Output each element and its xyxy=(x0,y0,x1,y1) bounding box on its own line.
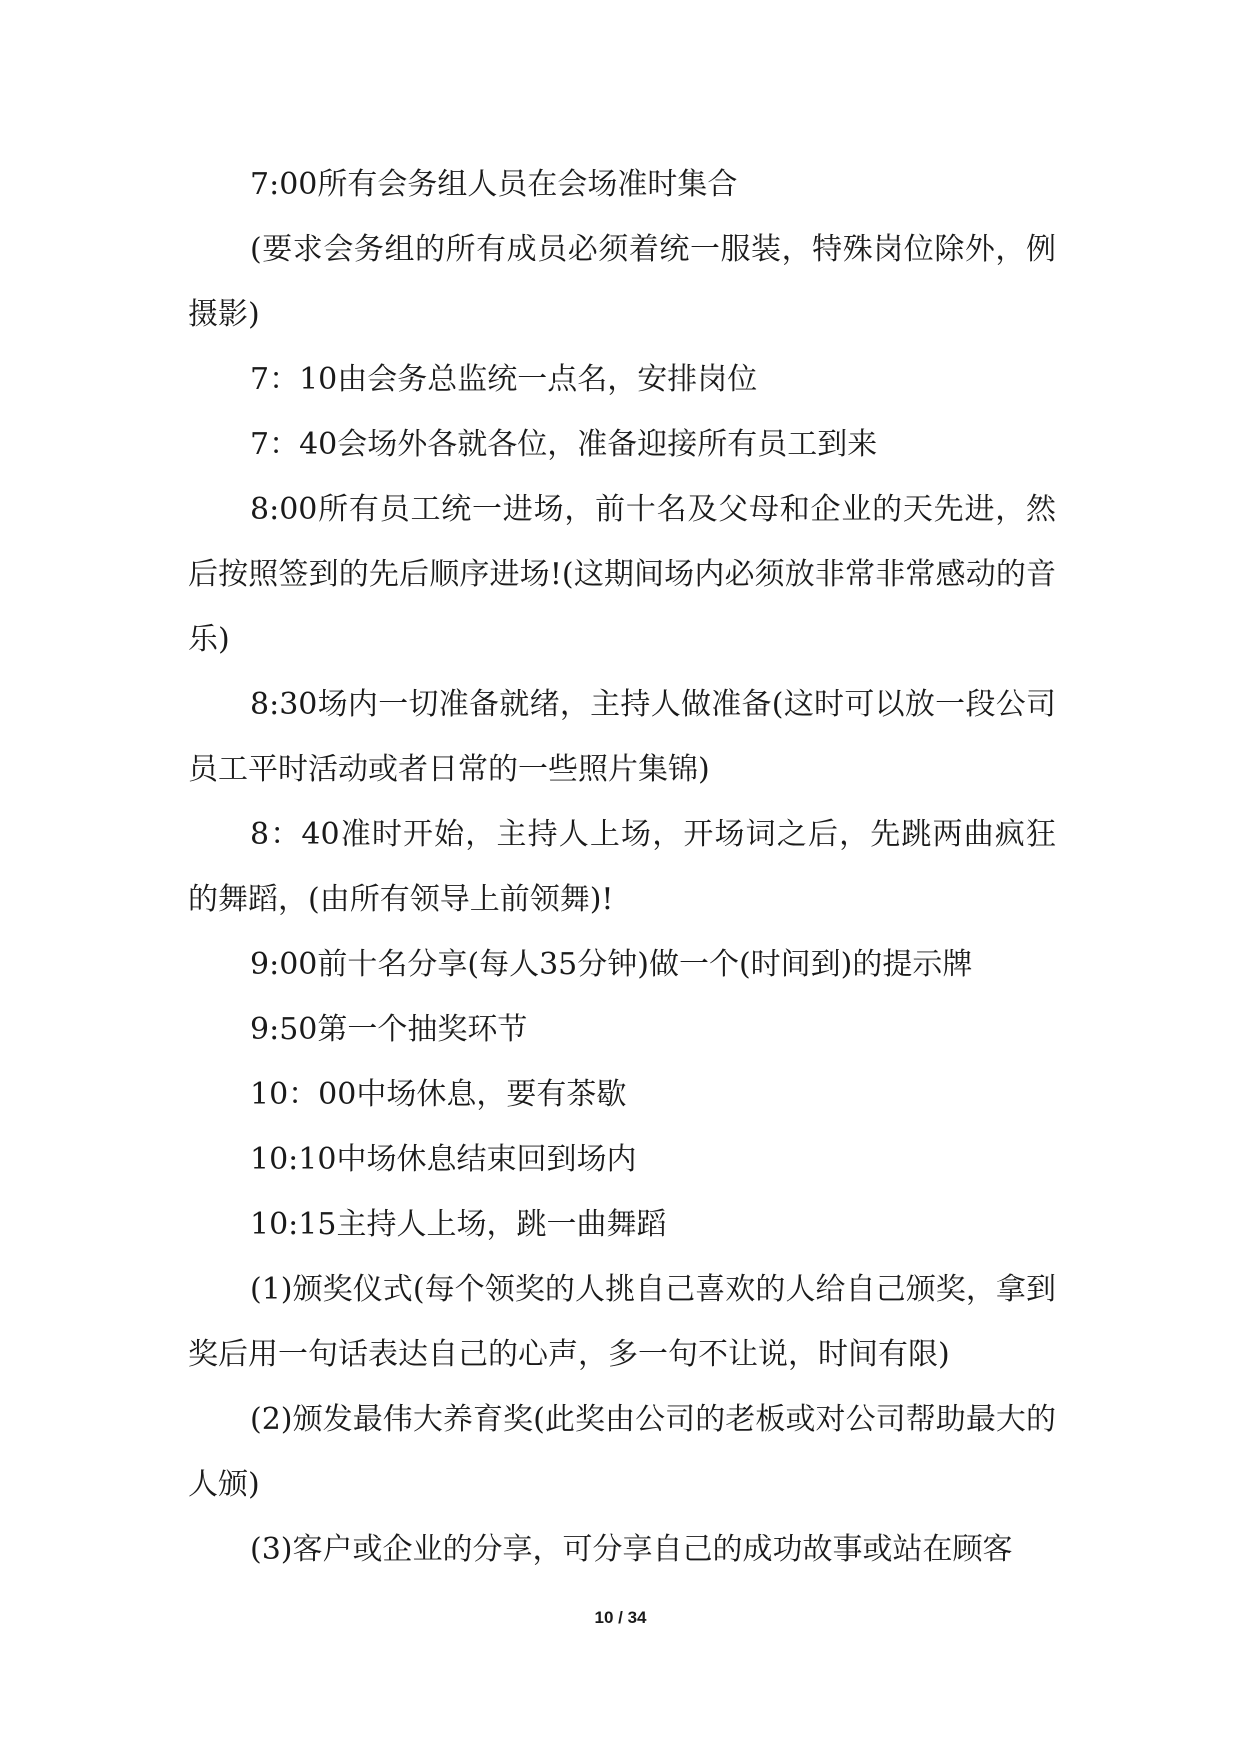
paragraph-9: 9:50第一个抽奖环节 xyxy=(250,1012,528,1047)
document-body xyxy=(188,152,1056,1582)
paragraph-3: 7：10由会务总监统一点名，安排岗位 xyxy=(250,362,758,397)
paragraph-1: 7:00所有会务组人员在会场准时集合 xyxy=(250,167,738,202)
paragraph-11: 10:10中场休息结束回到场内 xyxy=(250,1142,637,1177)
paragraph-12: 10:15主持人上场，跳一曲舞蹈 xyxy=(250,1207,667,1242)
paragraph-5: 8:00所有员工统一进场，前十名及父母和企业的天先进，然后按照签到的先后顺序进场!(这期间场内必须放非常非常感动的音乐) xyxy=(188,492,1056,657)
page-number: 10 / 34 xyxy=(594,1608,647,1627)
paragraph-10: 10：00中场休息，要有茶歇 xyxy=(250,1077,627,1112)
paragraph-14: (2)颁发最伟大养育奖(此奖由公司的老板或对公司帮助最大的人颁) xyxy=(188,1402,1056,1502)
paragraph-2: (要求会务组的所有成员必须着统一服装，特殊岗位除外，例摄影) xyxy=(188,232,1056,332)
paragraph-4: 7：40会场外各就各位，准备迎接所有员工到来 xyxy=(250,427,878,462)
paragraph-13: (1)颁奖仪式(每个领奖的人挑自己喜欢的人给自己颁奖，拿到奖后用一句话表达自己的心声，多一句不让说，时间有限) xyxy=(188,1272,1056,1372)
paragraph-15: (3)客户或企业的分享，可分享自己的成功故事或站在顾客 xyxy=(250,1532,1013,1567)
paragraph-8: 9:00前十名分享(每人35分钟)做一个(时间到)的提示牌 xyxy=(250,947,973,982)
paragraph-7: 8：40准时开始，主持人上场，开场词之后，先跳两曲疯狂的舞蹈，(由所有领导上前领舞)! xyxy=(188,817,1056,917)
paragraph-6: 8:30场内一切准备就绪，主持人做准备(这时可以放一段公司员工平时活动或者日常的一些照片集锦) xyxy=(188,687,1056,787)
